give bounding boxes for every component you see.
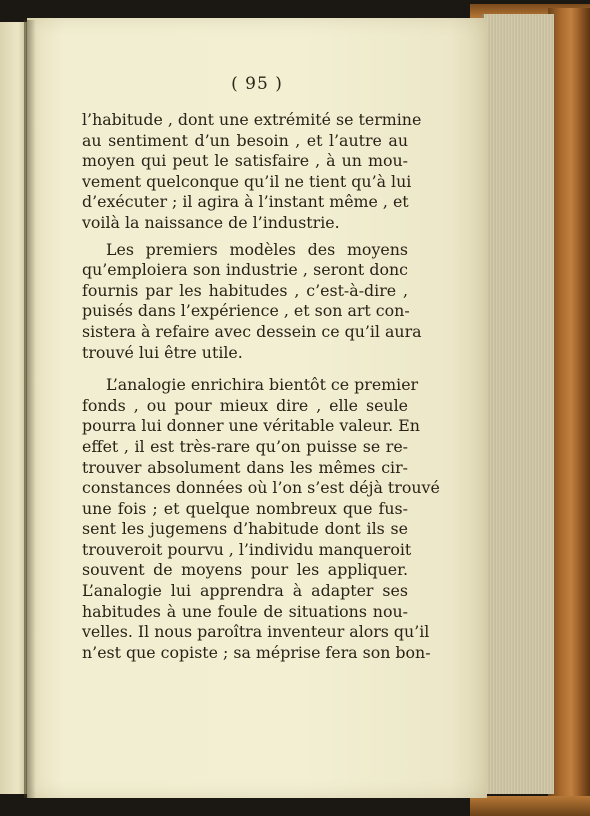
paragraph-1 bbox=[82, 110, 422, 234]
text-line: une fois ; et quelque nombreux que fus- bbox=[82, 498, 408, 518]
text-line: trouveroit pourvu , l’individu manqueroit bbox=[82, 539, 412, 559]
text-line: n’est que copiste ; sa méprise fera son bon- bbox=[82, 642, 431, 662]
book-page bbox=[27, 18, 487, 798]
text-line: fournis par les habitudes , c’est-à-dire , bbox=[82, 280, 408, 300]
text-line: voilà la naissance de l’industrie. bbox=[82, 212, 340, 232]
text-line: d’exécuter ; il agira à l’instant même , et bbox=[82, 192, 409, 212]
page-text bbox=[82, 110, 440, 663]
cover-bottom-edge bbox=[470, 796, 590, 816]
text-line: trouvé lui être utile. bbox=[82, 342, 243, 362]
paragraph-2 bbox=[82, 239, 422, 364]
text-line: trouver absolument dans les mêmes cir- bbox=[82, 457, 408, 477]
previous-page-edge bbox=[0, 22, 27, 794]
text-line: l’habitude , dont une extrémité se termine bbox=[82, 110, 422, 129]
text-line: vement quelconque qu’il ne tient qu’à lui bbox=[82, 171, 412, 191]
text-line: qu’emploiera son industrie , seront donc bbox=[82, 260, 408, 280]
paragraph-3 bbox=[82, 375, 440, 663]
text-line: L’analogie enrichira bientôt ce premier bbox=[106, 375, 419, 395]
leather-cover bbox=[548, 8, 590, 804]
text-line: souvent de moyens pour les appliquer. bbox=[82, 560, 408, 580]
text-line: sistera à refaire avec dessein ce qu’il aura bbox=[82, 321, 422, 341]
page-number: ( 95 ) bbox=[231, 74, 283, 94]
text-line: velles. Il nous paroîtra inventeur alors qu’il bbox=[82, 622, 430, 642]
text-line: fonds , ou pour mieux dire , elle seule bbox=[82, 395, 408, 415]
text-line: constances données où l’on s’est déjà trouvé bbox=[82, 478, 440, 498]
page-gutter-shadow bbox=[24, 20, 36, 798]
text-line: L’analogie lui apprendra à adapter ses bbox=[82, 581, 408, 601]
text-line: moyen qui peut le satisfaire , à un mou- bbox=[82, 151, 408, 171]
text-line: sent les jugemens d’habitude dont ils se bbox=[82, 519, 408, 539]
text-line: Les premiers modèles des moyens bbox=[106, 239, 408, 259]
text-line: habitudes à une foule de situations nou- bbox=[82, 601, 408, 621]
text-line: puisés dans l’expérience , et son art con- bbox=[82, 301, 410, 321]
page-block-edges bbox=[482, 14, 554, 794]
text-line: pourra lui donner une véritable valeur. En bbox=[82, 416, 420, 436]
text-line: au sentiment d’un besoin , et l’autre au bbox=[82, 130, 408, 150]
text-line: effet , il est très-rare qu’on puisse se re- bbox=[82, 436, 408, 456]
